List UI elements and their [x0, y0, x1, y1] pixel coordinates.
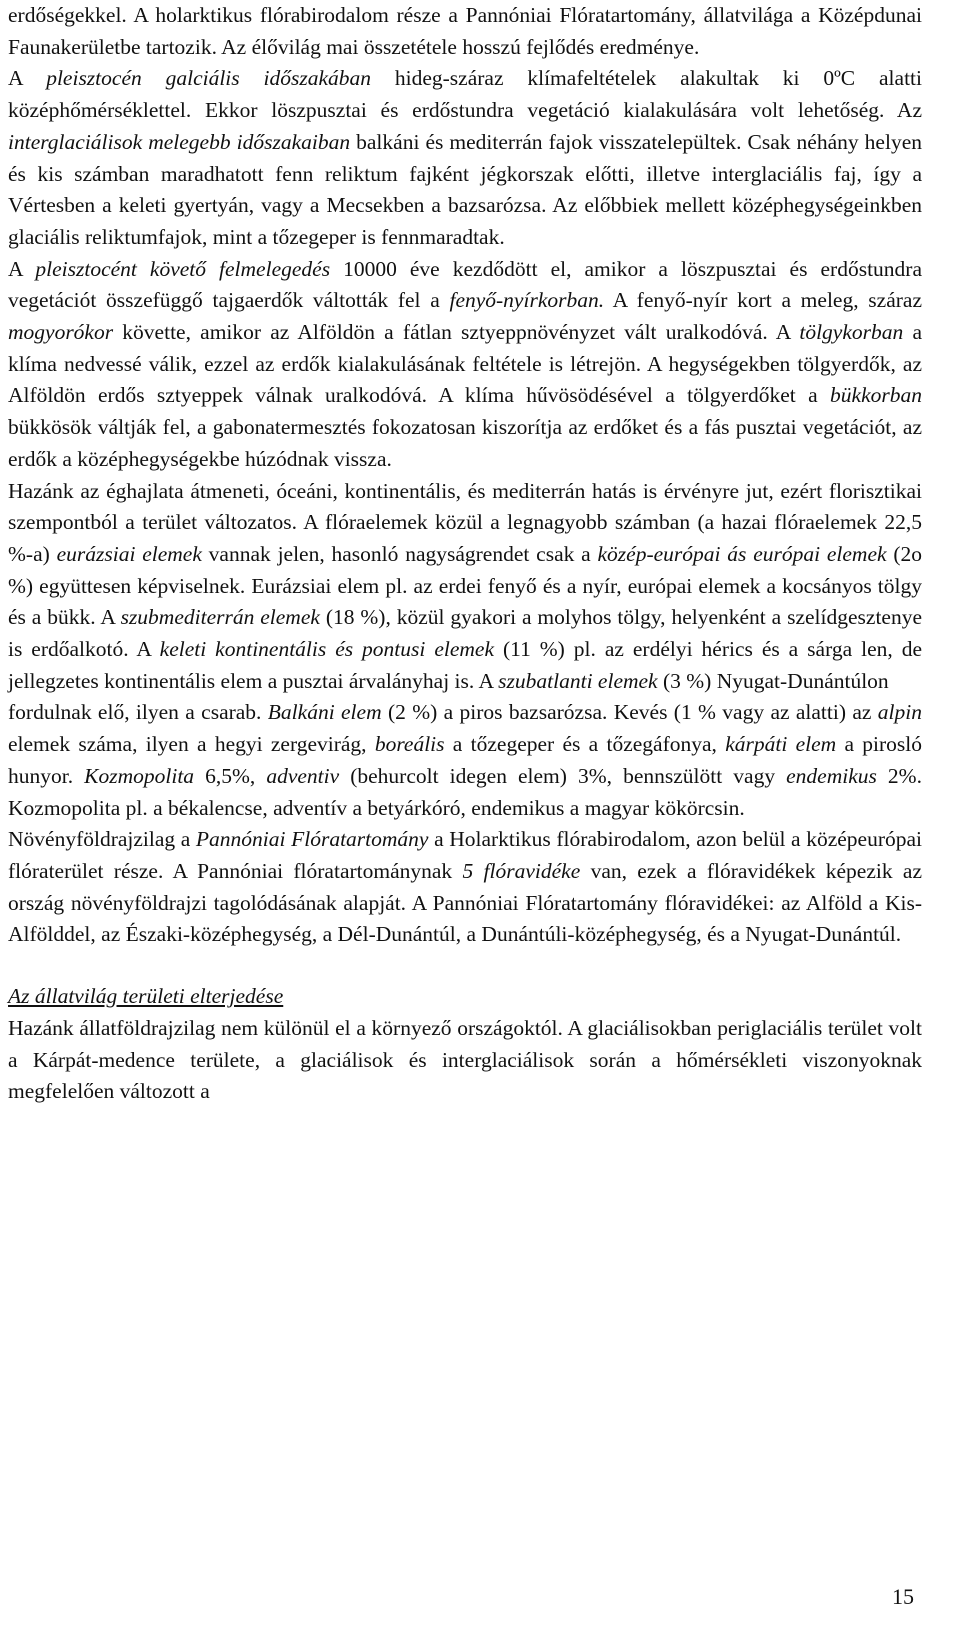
text-run: a pirosló hunyor.: [8, 732, 922, 788]
italic-term: endemikus: [786, 763, 877, 788]
italic-term: Kozmopolita: [84, 763, 195, 788]
italic-term: 5 flóravidéke: [462, 858, 581, 883]
italic-term: pleisztocén galciális időszakában: [46, 66, 372, 91]
text-run: a tőzegeper és a tőzegáfonya,: [444, 732, 726, 757]
text-run: bükkösök váltják fel, a gabonatermesztés fokozatosan kiszorítja az erdőket és a fás pusztai vegetációt, az erdők a középhegységekbe húzódnak vissza.: [8, 415, 922, 471]
italic-term: szubmediterrán elemek: [120, 605, 320, 630]
italic-term: szubatlanti elemek: [498, 668, 658, 693]
paragraph-2: [8, 63, 922, 253]
paragraph-5: [8, 697, 922, 824]
paragraph-6: [8, 824, 922, 951]
text-run: A fenyő-nyír kort a meleg, száraz: [604, 288, 922, 313]
section-paragraph: Hazánk állatföldrajzilag nem különül el a környező országoktól. A glaciálisokban periglaciális terület volt a Kárpát-medence területe, a glaciálisok és interglaciálisok során a hőmérsékleti viszonyoknak megfelelően változott a: [8, 1015, 922, 1104]
text-run: (3 %) Nyugat-Dunántúlon: [657, 668, 889, 693]
italic-term: Balkáni elem: [267, 700, 382, 725]
italic-term: mogyorókor: [8, 320, 114, 345]
italic-term: Pannóniai Flóratartomány: [195, 827, 429, 852]
section-title: Az állatvilág területi elterjedése: [8, 984, 284, 1009]
italic-term: keleti kontinentális és pontusi elemek: [159, 637, 494, 662]
italic-term: közép-európai ás európai elemek: [597, 541, 887, 566]
text-run: 2%. Kozmopolita pl. a békalencse, adventív a betyárkóró, endemikus a magyar kökörcsin.: [8, 763, 922, 820]
italic-term: fenyő-nyírkorban.: [449, 288, 605, 313]
italic-term: boreális: [374, 732, 445, 757]
text-run: A: [8, 66, 47, 91]
italic-term: pleisztocént követő felmelegedés: [35, 256, 331, 281]
text-run: fordulnak elő, ilyen a csarab.: [8, 700, 268, 725]
italic-term: interglaciálisok melegebb időszakaiban: [8, 129, 351, 154]
text-run: követte, amikor az Alföldön a fátlan sztyeppnövényzet vált uralkodóvá. A: [113, 320, 800, 345]
text-run: Növényföldrajzilag a: [8, 827, 196, 852]
text-run: vannak jelen, hasonló nagyságrendet csak a: [201, 541, 598, 566]
page-number: 15: [892, 1584, 914, 1609]
text-run: balkáni és mediterrán fajok visszatelepültek. Csak néhány helyen és kis számban maradhatott fenn reliktum fajként jégkorszak előtti, illetve interglaciális faj, így a Vértesben a keleti gyertyán, vagy a Mecsekben a bazsarózsa. Az előbbiek mellett középhegységeinkben glaciális reliktumfajok, mint a tőzegeper is fennmaradtak.: [8, 129, 922, 249]
text-run: (2 %) a piros bazsarózsa. Kevés (1 % vagy az alatti) az: [381, 700, 878, 725]
paragraph-4: [8, 476, 922, 698]
text-run: 6,5%,: [194, 763, 267, 788]
text-run: 10000 éve kezdődött el, amikor a löszpusztai és erdőstundra vegetációt összefüggő tajgaerdők váltották fel a: [8, 256, 922, 313]
text-run: (2o %) együttesen képviselnek. Eurázsiai elem pl. az erdei fenyő és a nyír, európai elemek a kocsányos tölgy és a bükk. A: [8, 541, 922, 630]
document-page: [8, 0, 922, 1108]
italic-term: kárpáti elem: [725, 732, 837, 757]
text-run: Hazánk az éghajlata átmeneti, óceáni, kontinentális, és mediterrán hatás is érvényre jut, ezért florisztikai szempontból a terület változatos. A flóraelemek közül a legnagyobb számban (a hazai flóraelemek 22,5 %-a): [8, 478, 922, 566]
italic-term: eurázsiai elemek: [56, 541, 202, 566]
italic-term: tölgykorban: [799, 320, 904, 345]
paragraph-3: [8, 254, 922, 476]
text-run: erdőségekkel. A holarktikus flórabirodalom része a Pannóniai Flóratartomány, állatvilága a Középdunai Faunakerületbe tartozik. Az élővilág mai összetétele hosszú fejlődés eredménye.: [8, 3, 922, 59]
text-run: (18 %), közül gyakori a molyhos tölgy, helyenként a szelídgesztenye is erdőalkotó. A: [8, 605, 923, 662]
text-run: van, ezek a flóravidékek képezik az ország növényföldrajzi tagolódásának alapját. A Pannóniai Flóratartomány flóravidékei: az Alföld a Kis-Alfölddel, az Északi-középhegység, a Dél-Dunántúl, a Dunántúli-középhegység, és a Nyugat-Dunántúl.: [8, 858, 923, 947]
paragraph-1: [8, 0, 922, 63]
text-run: elemek száma, ilyen a hegyi zergevirág,: [8, 732, 375, 757]
text-run: (11 %) pl. az erdélyi hérics és a sárga len, de jellegzetes kontinentális elem a pusztai árvalányhaj is. A: [8, 637, 922, 693]
italic-term: adventiv: [266, 763, 340, 788]
text-run: a Holarktikus flórabirodalom, azon belül a középeurópai flóraterület része. A Pannóniai flóratartománynak: [8, 827, 923, 883]
text-run: hideg-száraz klímafeltételek alakultak ki 0ºC alatti középhőmérséklettel. Ekkor löszpusztai és erdőstundra vegetáció kialakulására volt lehetőség. Az: [8, 66, 922, 123]
text-run: a klíma nedvessé válik, ezzel az erdők kialakulásának feltétele is létrejön. A hegységekben tölgyerdők, az Alföldön erdős sztyeppek válnak uralkodóvá. A klíma hűvösödésével a tölgyerdőket a: [8, 320, 923, 408]
italic-term: alpin: [877, 700, 922, 725]
italic-term: bükkorban: [830, 383, 922, 408]
text-run: A: [8, 256, 36, 281]
text-run: (behurcolt idegen elem) 3%, bennszülött vagy: [339, 763, 787, 788]
